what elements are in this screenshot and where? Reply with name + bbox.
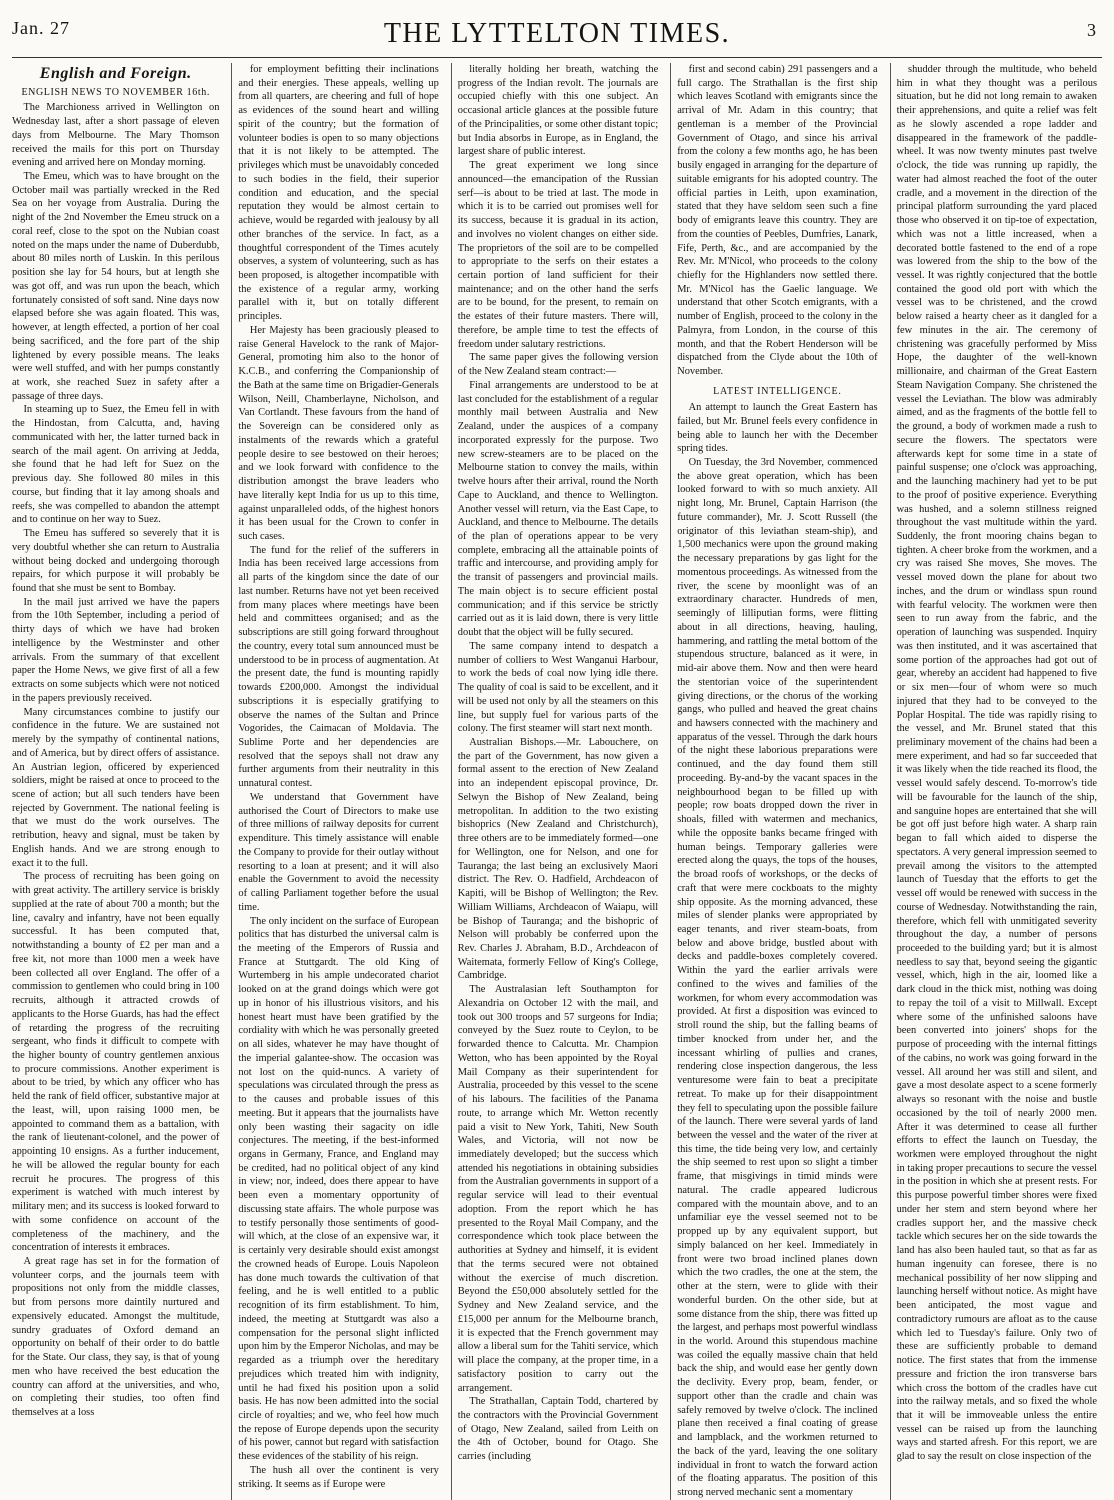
column-4 xyxy=(670,63,882,1500)
text-columns xyxy=(12,63,1102,1499)
issue-date: Jan. 27 xyxy=(12,18,70,38)
paragraph: The Strathallan, Captain Todd, chartered by the contractors with the Provincial Government of Otago, New Zealand, sailed from Leith on the 4th of October, bound for Otago. She carries (including xyxy=(457,1396,659,1463)
paragraph: The Australasian left Southampton for Alexandria on October 12 with the mail, and took out 300 troops and 57 surgeons for India; conveyed by the Suez route to Ceylon, to be forwarded thence to Calcutta. Mr. Champion Wetton, who has been appointed by the Royal Mail Company as their superintendent for Australia, proceeded by this vessel to the scene of his labours. The facilities of the Panama route, to arrange which Mr. Wetton recently paid a visit to New York, Tahiti, New South Wales, and Victoria, will not now be immediately developed; but the success which attended his negotiations in obtaining subsidies from the Australian governments in support of a regular service will lead to their eventual adoption. From the report which he has presented to the Royal Mail Company, and the correspondence which took place between the authorities at Sydney and himself, it is evident that the terms secured were not obtained without the exercise of much discretion. Beyond the £50,000 absolutely settled for the Sydney and New Zealand service, and the £15,000 per annum for the Melbourne branch, it is expected that the French government may allow a liberal sum for the Tahiti service, which will place the company, at the proper time, in a satisfactory position to carry out the arrangement. xyxy=(457,984,659,1394)
column-1 xyxy=(12,63,224,1500)
column-4-body xyxy=(677,63,877,379)
paragraph: We understand that Government have authorised the Court of Directors to make use of three millions of railway deposits for current expenditure. This timely assistance will enable the Company to provide for their outlay without resorting to a loan at present; and it will also enable the Government to avoid the necessity of calling Parliament together before the usual time. xyxy=(238,791,439,913)
paragraph: The same company intend to despatch a number of colliers to West Wanganui Harbour, to work the beds of coal now lying idle there. The quality of coal is said to be excellent, and it will be used not only by all the steamers on this line, but supply fuel for various parts of the colony. The first steamer will start next month. xyxy=(457,640,659,735)
paragraph: On Tuesday, the 3rd November, commenced the above great operation, which has been looked forward to with so much anxiety. All night long, Mr. Brunel, Captain Harrison (the future commander), Mr. J. Scott Russell (the originator of this leviathan steam-ship), and 1,500 mechanics were upon the ground making the necessary preparations by gas light for the momentous proceedings. As witnessed from the river, the scene by moonlight was of an extraordinary character. Hundreds of men, seemingly of lilliputian forms, were flitting about in all directions, heaving, hauling, hammering, and rattling the metal bottom of the stupendous structure, balanced as it were, in mid-air above them. Now and then were heard the stentorian voice of the superintendent giving directions, or the chorus of the working gangs, who pulled and heaved the great chains and hawsers connected with the machinery and apparatus of the vessel. Through the dark hours of the night these laborious preparations were continued, and the day found them still proceeding. By-and-by the vacant spaces in the neighbourhood began to be filled up with people; row boats dropped down the river in shoals, filled with watermen and mechanics, while the opposite banks became fringed with human beings. Temporary galleries were erected along the quays, the tops of the houses, the broad roofs of workshops, or the decks of craft that were mere cockboats to the mighty ship opposite. As the morning advanced, these miles of slender planks were appropriated by eager tenants, and river steam-boats, from below and above bridge, bustled about with decks and paddle-boxes completely covered. Within the yard the earlier arrivals were confined to the wives and families of the workmen, for whom every accommodation was provided. At first a disposition was evinced to stroll round the ship, but the falling beams of timber knocked from under her, and the incessant whirling of pullies and cranes, rendering close inspection dangerous, the less venturesome were fain to beat a precipitate retreat. To make up for their disappointment they fell to speculating upon the possible failure of the launch. There were several yards of land between the vessel and the water of the river at this time, the tide being very low, and certainly the ship seemed to rest upon so slight a timber frame, that misgivings in timid minds were natural. The cradle appeared ludicrous compared with the mountain above, and to an unfamiliar eye the vessel seemed not to be propped up by any equivalent support, but simply balanced on her keel. Immediately in front were two broad inclined planes down which the two cradles, the one at the stem, the other at the stern, were to glide with their wonderful burden. On the other side, but at some distance from the ship, there was fitted up the largest, and perhaps most powerful windlass in the world. Around this stupendous machine was coiled the equally massive chain that held back the ship, and would ease her gently down the declivity. Every prop, beam, fender, or support other than the cradle and chain was safely removed by twelve o'clock. The inclined plane then received a final coating of grease and lampblack, and the workmen returned to the back of the yard, leaving the one solitary individual in front to watch the forward action of the floating apparatus. The position of this strong nerved mechanic sent a momentary xyxy=(677,457,878,1499)
page-number: 3 xyxy=(1087,20,1096,40)
news-heading: ENGLISH NEWS TO NOVEMBER 16th. xyxy=(21,87,210,99)
paragraph: The Marchioness arrived in Wellington on Wednesday last, after a short passage of eleven days from Melbourne. The Mary Thomson received the mails for this port on Thursday evening and arrived here on Monday morning. xyxy=(12,102,220,169)
paragraph: first and second cabin) 291 passengers and a full cargo. The Strathallan is the first ship which leaves Scotland with emigrants since the arrival of Mr. Adam in this country; that gentleman is a member of the Provincial Government of Otago, and since his arrival from the colony a few months ago, he has been busily engaged in arranging for the departure of suitable emigrants for his adopted country. The official parties in Leith, upon examination, stated that they have seldom seen such a fine body of emigrants leave this country. They are from the counties of Peebles, Dumfries, Lanark, Fife, Perth, &c., and are accompanied by the Rev. Mr. M'Nicol, who proceeds to the colony chiefly for the Highlanders now settled there. Mr. M'Nicol has the Gaelic language. We understand that other Scotch emigrants, with a number of English, proceed to the colony in the Palmyra, from London, in the course of this month, and that the Robert Henderson will be dispatched from the Clyde about the 10th of November. xyxy=(677,64,878,378)
column-2 xyxy=(231,63,443,1500)
paragraph: The only incident on the surface of European politics that has disturbed the universal calm is the meeting of the Emperors of Russia and France at Stuttgardt. The old King of Wurtemberg in his ample undecorated chariot looked on at the grand doings which were got up in honor of his illustrious visitors, and his honest heart must have been gratified by the cordiality with which he was personally greeted on all sides, whatever he may have thought of the imperial galantee-show. The occasion was not lost on the quid-nuncs. A variety of speculations was circulated through the press as to the causes and probable issues of this meeting. But it appears that the journalists have only been wasting their sagacity on idle conjectures. The meeting, if the best-informed organs in Germany, France, and England may be credited, had no political object of any kind in view; nor, indeed, does there appear to have been even a momentary opportunity of discussing state affairs. The whole purpose was to testify personally those sentiments of good-will which, at the close of an expensive war, it is certainly very desirable should exist amongst the crowned heads of Europe. Louis Napoleon has done much towards the cultivation of that feeling, and he is well entitled to a public recognition of its firm establishment. To him, indeed, the meeting at Stuttgardt was also a compensation for the personal slight inflicted upon him by the Emperor Nicholas, and may be regarded as a triumph over the hereditary prejudices which treated him with indignity, until he had fixed his position upon a solid basis. He has now been admitted into the social circle of royalties; and we, who feel how much the repose of Europe depends upon the security of his power, cannot but regard with satisfaction these evidences of the stability of his reign. xyxy=(238,915,439,1463)
column-1-body xyxy=(12,101,219,1420)
column-5 xyxy=(890,63,1102,1500)
paragraph: A great rage has set in for the formation of volunteer corps, and the journals teem with propositions not only from the middle classes, but from persons more daintily nurtured and expensively educated. Amongst the multitude, sundry graduates of Oxford demand an opportunity on behalf of their order to do battle for the State. Our class, they say, is that of young men who have received the best education the country can afford at the universities, and who, on completing their studies, too often find themselves at a loss xyxy=(12,1255,220,1419)
header-rule xyxy=(12,57,1102,58)
paragraph: shudder through the multitude, who beheld him in what they thought was a perilous situation, but he did not long remain to awaken their apprehensions, and quite a relief was felt as he slowly ascended a rope ladder and disappeared in the framework of the paddle-wheel. It was now twenty minutes past twelve o'clock, the tide was running up rapidly, the water had almost reached the foot of the outer cradle, and a movement in the direction of the principal platform surrounding the yard placed those who observed it on tip-toe of expectation, which was not a little increased, when a decorated bottle fastened to the end of a rope was lowered from the ship to the bow of the vessel. It was rightly conjectured that the bottle contained the good old port with which the vessel was to be christened, and the crowd below raised a hearty cheer as it dangled for a few minutes in the air. The ceremony of christening was gracefully performed by Miss Hope, the daughter of the well-known millionaire, and chairman of the Great Eastern Steam Navigation Company. She christened the vessel the Leviathan. The blow was admirably aimed, and as the fragments of the bottle fell to the ground, a body of workmen made a rush to secure the flowers. The spectators were afterwards kept for some time in a state of painful suspense; one o'clock was approaching, and the launching machinery had yet to be put to the proof of positive experience. Everything was hushed, and a solemn stillness reigned throughout the vast multitude within the yard. Suddenly, the front mooring chains began to tighten. A cheer broke from the workmen, and a cry was raised She moves, She moves. The vessel moved down the plane for about two inches, and the drum or windlass spun round with fearful velocity. The workmen were then seen to run away from the fabric, and the operation of launching was suspended. Inquiry was then instituted, and it was ascertained that some portion of the approaches had got out of gear, whereby an accident had happened to five or six men—four of whom were so much injured that they had to be conveyed to the Poplar Hospital. The tide was rapidly rising to the vessel, and Mr. Brunel stated that this preliminary movement of the chains had been a mere experiment, and had so far succeeded that it was likely when the tide reached its flood, the vessel would safely descend. To-morrow's tide will be favourable for the launch of the ship, and sanguine hopes are entertained that she will be got off just before high water. A sharp rain began to fall which aided to disperse the spectators. A very general impression seemed to prevail among the visitors to the attempted launch of Tuesday that the efforts to get the vessel off would be renewed with success in the course of Wednesday. Notwithstanding the rain, therefore, which fell with unmitigated severity throughout the day, a number of persons proceeded to the building yard; but it is almost needless to say that, beyond seeing the gigantic vessel, which, high in the air, loomed like a dark cloud in the thick mist, nothing was doing to repay the toil of a visit to Millwall. Except where some of the unfinished saloons have been converted into joiners' shops for the purpose of proceeding with the internal fittings of the cabins, no work was going forward in the vessel. All around her was still and silent, and gave a most desolate aspect to a scene formerly always so resonant with the noise and bustle occasioned by the toil of nearly 2000 men. After it was determined to cease all further efforts to effect the launch on Tuesday, the workmen were employed throughout the night in taking proper precautions to secure the vessel in the position in which she at present rests. For this purpose powerful timber shores were fixed under her stem and stern beyond where her cradles support her, and the massive check tackle which secures her on the side towards the land has also been hauled taut, so that as far as human ingenuity can foresee, there is no mechanical possibility of her now slipping and launching herself without notice. As might have been anticipated, the most vague and contradictory rumours are afloat as to the cause which led to Tuesday's failure. Only two of these are sufficiently probable to demand notice. The first states that from the immense pressure and friction the iron transverse bars which cross the bottom of the cradles have cut into the railway metals, and so fixed the whole that it will be immoveable unless the entire vessel can be raised up from the launching ways and started afresh. For this report, we are glad to say the result on close inspection of the xyxy=(896,64,1097,1463)
column-3 xyxy=(451,63,663,1500)
paragraph: In the mail just arrived we have the papers from the 10th September, including a period of thirty days of which we have had broken intelligence by the Westminster and other arrivals. From the summary of that excellent paper the Home News, we give first of all a few extracts on some subjects which were not noticed in the papers previously received. xyxy=(12,596,220,704)
paragraph: The hush all over the continent is very striking. It seems as if Europe were xyxy=(238,1464,439,1490)
paragraph: Many circumstances combine to justify our confidence in the future. We are sustained not merely by the sympathy of continental nations, and of America, but by direct offers of assistance. An Austrian legion, officered by experienced soldiers, might be raised at once to proceed to the scene of action; but all such tenders have been rejected by Government. The national feeling is that we must do the work ourselves. The retribution, heavy and signal, must be taken by English hands. And we are strong enough to exact it to the full. xyxy=(12,706,220,869)
paragraph: The Emeu has suffered so severely that it is very doubtful whether she can return to Australia without being docked and undergoing thorough repairs, for which purpose it will probably be found that she must be sent to Bombay. xyxy=(12,528,220,594)
column-2-body xyxy=(238,63,438,1491)
paragraph: Her Majesty has been graciously pleased to raise General Havelock to the rank of Major-General, promoting him also to the honor of K.C.B., and conferring the Companionship of the Bath at the same time on Brigadier-Generals Wilson, Neill, Chamberlayne, Nicholson, and Van Cortlandt. These favours from the hand of the Sovereign can be considered only as instalments of the rewards which a grateful people desire to see bestowed on their heroes; and we look forward with confidence to the distribution amongst the brave leaders who have literally kept India for us up to this time, against unparalleled odds, of the highest honors it has been usual for the Crown to confer in such cases. xyxy=(238,324,439,542)
paragraph: The great experiment we long since announced—the emancipation of the Russian serf—is about to be tried at last. The mode in which it is to be carried out promises well for its success, because it is gradual in its action, and involves no violent changes on either side. The proprietors of the soil are to be compelled to appropriate to the serfs on their estates a certain portion of land sufficient for their maintenance; and on the other hand the serfs are to be bound, for the present, to remain on the estates of their future masters. There will, therefore, be ample time to test the effects of freedom under salutary restrictions. xyxy=(457,160,659,350)
paragraph: The Emeu, which was to have brought on the October mail was partially wrecked in the Red Sea on her voyage from Australia. During the night of the 2nd November the Emeu struck on a coral reef, close to the spot on the Nubian coast noted on the maps under the name of Duberdubb, about 80 miles north of Luskin. In this perilous position she lay for 54 hours, but at length she was got off, and was run upon the beach, which fortunately consisted of soft sand. Nine days now elapsed before she was again floated. This was, however, at length effected, a portion of her coal being sacrificed, and the fore part of the ship lightened by every possible means. The leaks were well stuffed, and with her pumps constantly at work, she reached Suez in safety after a passage of three days. xyxy=(12,170,220,402)
paragraph: The process of recruiting has been going on with great activity. The artillery service is briskly supplied at the rate of about 700 a month; but the line, cavalry and infantry, have not been equally successful. It has been computed that, notwithstanding a bounty of £2 per man and a free kit, not more than 1000 men a week have been collected all over England. The offer of a commission to gentlemen who could bring in 100 recruits, although it attracted crowds of applicants to the Horse Guards, has had the effect of retarding the progress of the recruiting sergeant, who finds it difficult to compete with the higher bounty of country gentlemen anxious to procure commissions. Another experiment is about to be tried, by which any officer who has held the rank of field officer, substantive major at the least, will, upon raising 1000 men, be appointed to command them as a battalion, with the rank of lieutenant-colonel, and the power of appointing 10 ensigns. As a further inducement, he will be allowed the regular bounty for each recruit he procures. The progress of this experiment is watched with much interest by military men; and its success is looked forward to with some confidence on account of the completeness of the machinery, and the concentration of interests it embraces. xyxy=(12,871,220,1254)
paragraph: In steaming up to Suez, the Emeu fell in with the Hindostan, from Calcutta, and, having communicated with her, the latter turned back in search of the mail agent. On arriving at Jedda, she found that he had left for Suez on the previous day. She followed 80 miles in this course, but finding that it lay among shoals and reefs, she was compelled to abandon the attempt and to continue on her way to Suez. xyxy=(12,404,220,526)
newspaper-title: THE LYTTELTON TIMES. xyxy=(383,18,731,49)
latest-intelligence-body xyxy=(677,401,877,1500)
section-heading: English and Foreign. xyxy=(39,65,192,82)
masthead xyxy=(12,18,1102,52)
column-3-body xyxy=(458,63,658,1464)
paragraph: Australian Bishops.—Mr. Labouchere, on the part of the Government, has now given a formal assent to the erection of New Zealand into an independent episcopal province, Dr. Selwyn the Bishop of New Zealand, being metropolitan. In addition to the two existing bishoprics (New Zealand and Christchurch), three others are to be immediately formed—one for Wellington, one for Nelson, and one for Tauranga; the last being an exclusively Maori district. The Rev. O. Hadfield, Archdeacon of Kapiti, will be Bishop of Wellington; the Rev. William Williams, Archdeacon of Waiapu, will be Bishop of Tauranga; and the bishopric of Nelson will probably be conferred upon the Rev. Charles J. Abraham, B.D., Archdeacon of Waitemata, formerly Fellow of King's College, Cambridge. xyxy=(457,736,659,982)
paragraph: for employment befitting their inclinations and their energies. These appeals, welling up from all quarters, are cheering and full of hope as evidences of the sound heart and willing spirit of the country; but the formation of volunteer bodies is open to so many objections that it is not likely to be attempted. The privileges which must be unavoidably conceded to such bodies in the field, their superior condition and education, and the special reputation they would be almost certain to achieve, would be regarded with jealousy by all other branches of the service. In fact, as a thoughtful correspondent of the Times acutely observes, a system of volunteering, such as has been proposed, is altogether incompatible with the existence of a regular army, working parallel with it, but on totally different principles. xyxy=(238,64,439,323)
latest-intelligence-heading: LATEST INTELLIGENCE. xyxy=(713,385,842,397)
paragraph: The fund for the relief of the sufferers in India has been received large accessions from all parts of the kingdom since the date of our last number. Returns have not yet been received from many places where meetings have been held and committees organised; and as the subscriptions are still going forward throughout the country, every total sum announced must be understood to be in process of augmentation. At the present date, the fund is mounting rapidly towards £200,000. Amongst the individual subscriptions it is especially gratifying to observe the names of the Sultan and Prince Vogorides, the Caimacan of Moldavia. The Sublime Porte and her dependencies are resolved that the sepoys shall not draw any further arguments from their neutrality in this unnatural contest. xyxy=(238,544,439,790)
paragraph: An attempt to launch the Great Eastern has failed, but Mr. Brunel feels every confidence in being able to launch her with the December spring tides. xyxy=(677,402,878,455)
paragraph: literally holding her breath, watching the progress of the Indian revolt. The journals are occupied chiefly with this one subject. An occasional article glances at the possible future of the Principalities, or some other distant topic; but India absorbs in Europe, as in England, the largest share of public interest. xyxy=(457,64,659,158)
paragraph: The same paper gives the following version of the New Zealand steam contract:— xyxy=(457,352,659,378)
paragraph: Final arrangements are understood to be at last concluded for the establishment of a regular monthly mail between Australia and New Zealand, under the auspices of a company incorporated expressly for the purpose. Two new screw-steamers are to be placed on the Melbourne station to convey the mails, within twelve hours after their arrival, round the North Cape to Auckland, and thence to Wellington. Another vessel will return, via the East Cape, to Auckland, and thence to Melbourne. The details of the plan of operations appear to be very complete, embracing all the attainable points of traffic and intercourse, and providing amply for the transit of passengers and provincial mails. The main object is to secure efficient postal communication; and if this service be strictly carried out as it is laid down, there is very little doubt that the object will be fully secured. xyxy=(457,379,659,639)
column-5-body xyxy=(897,63,1097,1464)
